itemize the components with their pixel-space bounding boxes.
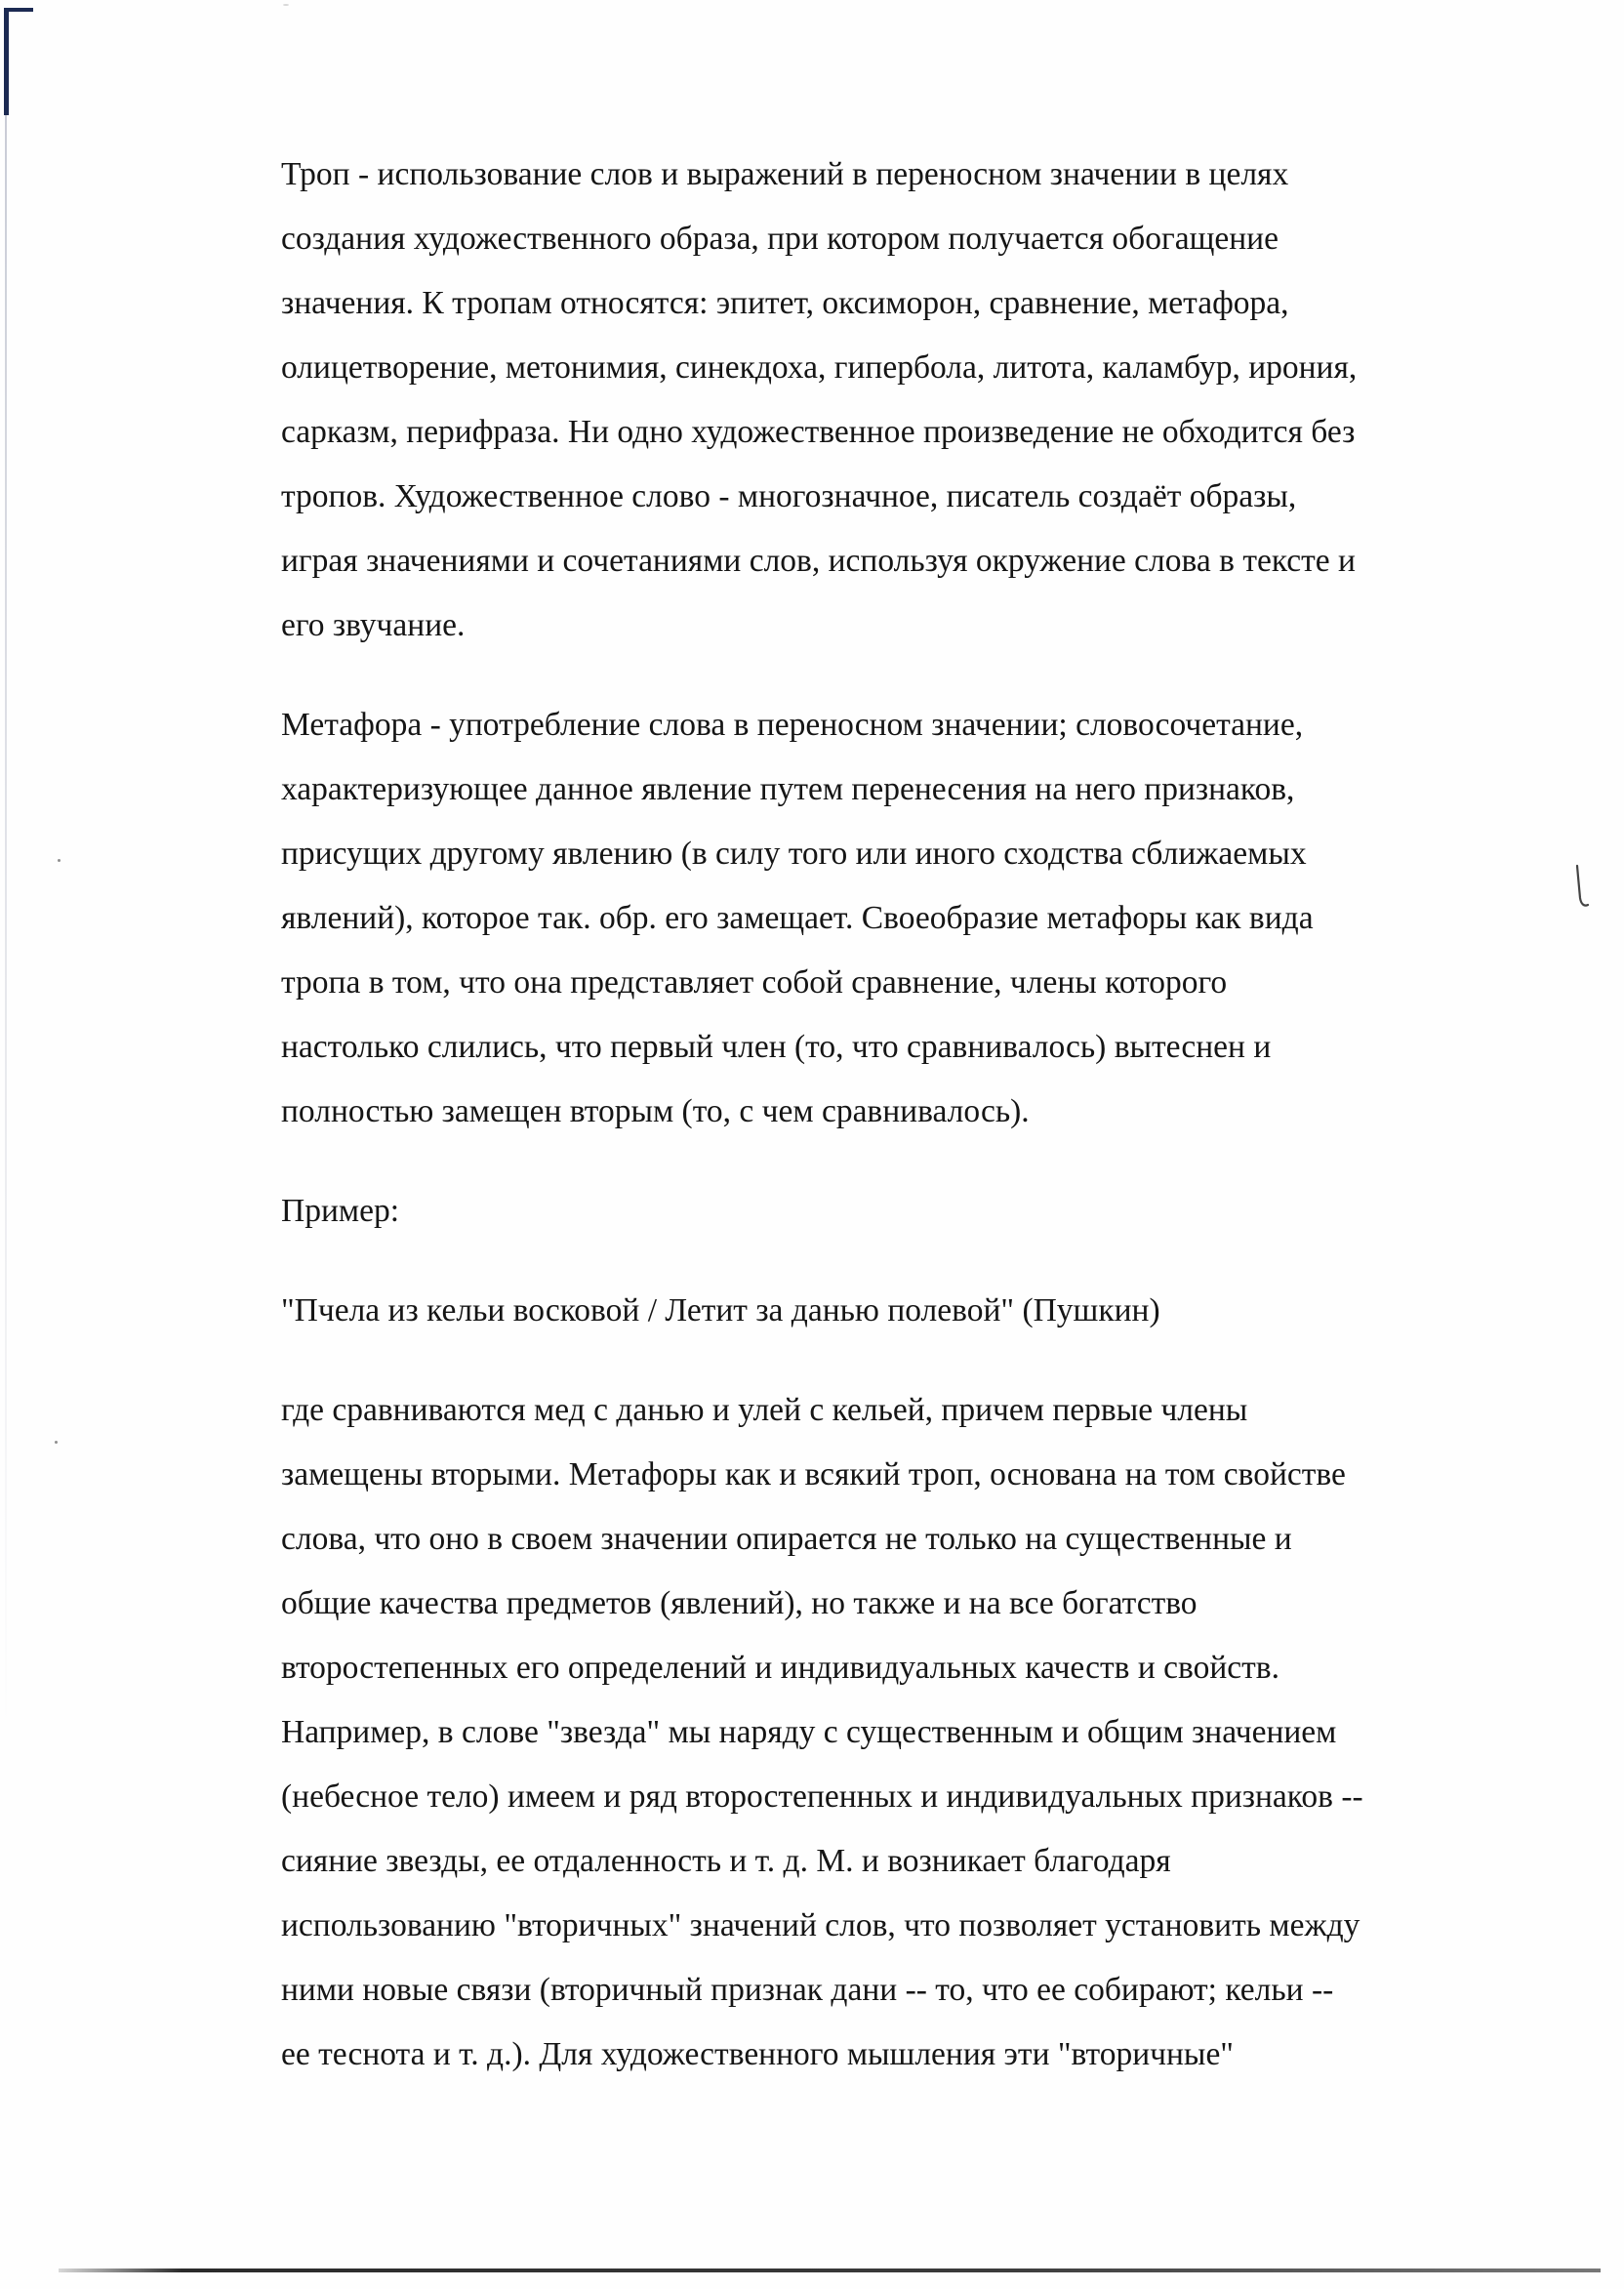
text-line: Метафора - употребление слова в переносном значении; словосочетание, <box>281 707 1304 743</box>
text-line: Троп - использование слов и выражений в переносном значении в целях <box>281 156 1289 192</box>
scan-edge-bottom <box>59 2269 1601 2272</box>
text-line: его звучание. <box>281 607 466 643</box>
text-line: тропа в том, что она представляет собой сравнение, члены которого <box>281 964 1228 1001</box>
text-line: ее теснота и т. д.). Для художественного мышления эти "вторичные" <box>281 2036 1234 2072</box>
text-line: характеризующее данное явление путем перенесения на него признаков, <box>281 771 1295 807</box>
scan-speck <box>283 4 289 6</box>
text-line: "Пчела из кельи восковой / Летит за данью полевой" (Пушкин) <box>281 1292 1160 1328</box>
scan-edge-left-shadow <box>5 115 7 1736</box>
text-line: настолько слились, что первый член (то, что сравнивалось) вытеснен и <box>281 1029 1272 1065</box>
text-line: замещены вторыми. Метафоры как и всякий троп, основана на том свойстве <box>281 1456 1346 1492</box>
paragraph-example-quote <box>281 1279 1579 1343</box>
text-line: играя значениями и сочетаниями слов, используя окружение слова в тексте и <box>281 543 1356 579</box>
text-line: второстепенных его определений и индивидуальных качеств и свойств. <box>281 1650 1279 1686</box>
text-line: полностью замещен вторым (то, с чем сравнивалось). <box>281 1093 1030 1129</box>
scan-edge-left <box>4 8 9 115</box>
text-line: где сравниваются мед с данью и улей с кельей, причем первые члены <box>281 1392 1248 1428</box>
text-line: использованию "вторичных" значений слов, что позволяет установить между <box>281 1907 1360 1943</box>
text-line: значения. К тропам относятся: эпитет, оксиморон, сравнение, метафора, <box>281 285 1289 321</box>
text-line: слова, что оно в своем значении опирается не только на существенные и <box>281 1521 1292 1557</box>
text-line: олицетворение, метонимия, синекдоха, гипербола, литота, каламбур, ирония, <box>281 349 1358 386</box>
text-line: сарказм, перифраза. Ни одно художественное произведение не обходится без <box>281 414 1356 450</box>
paragraph-trope-definition <box>281 143 1579 658</box>
text-line: (небесное тело) имеем и ряд второстепенных и индивидуальных признаков -- <box>281 1778 1363 1815</box>
text-line: явлений), которое так. обр. его замещает. Своеобразие метафоры как вида <box>281 900 1314 936</box>
text-line: создания художественного образа, при котором получается обогащение <box>281 221 1279 257</box>
scan-speck <box>55 1441 58 1444</box>
paragraph-metaphor-explanation <box>281 1378 1579 2087</box>
document-body <box>281 143 1579 2087</box>
text-line: тропов. Художественное слово - многозначное, писатель создаёт образы, <box>281 478 1297 514</box>
text-line: ними новые связи (вторичный признак дани -- то, что ее собирают; кельи -- <box>281 1972 1334 2008</box>
text-line: Например, в слове "звезда" мы наряду с существенным и общим значением <box>281 1714 1337 1750</box>
text-line: Пример: <box>281 1193 399 1229</box>
paragraph-example-label <box>281 1179 1579 1244</box>
paragraph-metaphor-definition <box>281 693 1579 1144</box>
text-line: общие качества предметов (явлений), но также и на все богатство <box>281 1585 1198 1621</box>
text-line: сияние звезды, ее отдаленность и т. д. М. и возникает благодаря <box>281 1843 1171 1879</box>
scan-speck <box>58 859 61 862</box>
text-line: присущих другому явлению (в силу того или иного сходства сближаемых <box>281 836 1307 872</box>
